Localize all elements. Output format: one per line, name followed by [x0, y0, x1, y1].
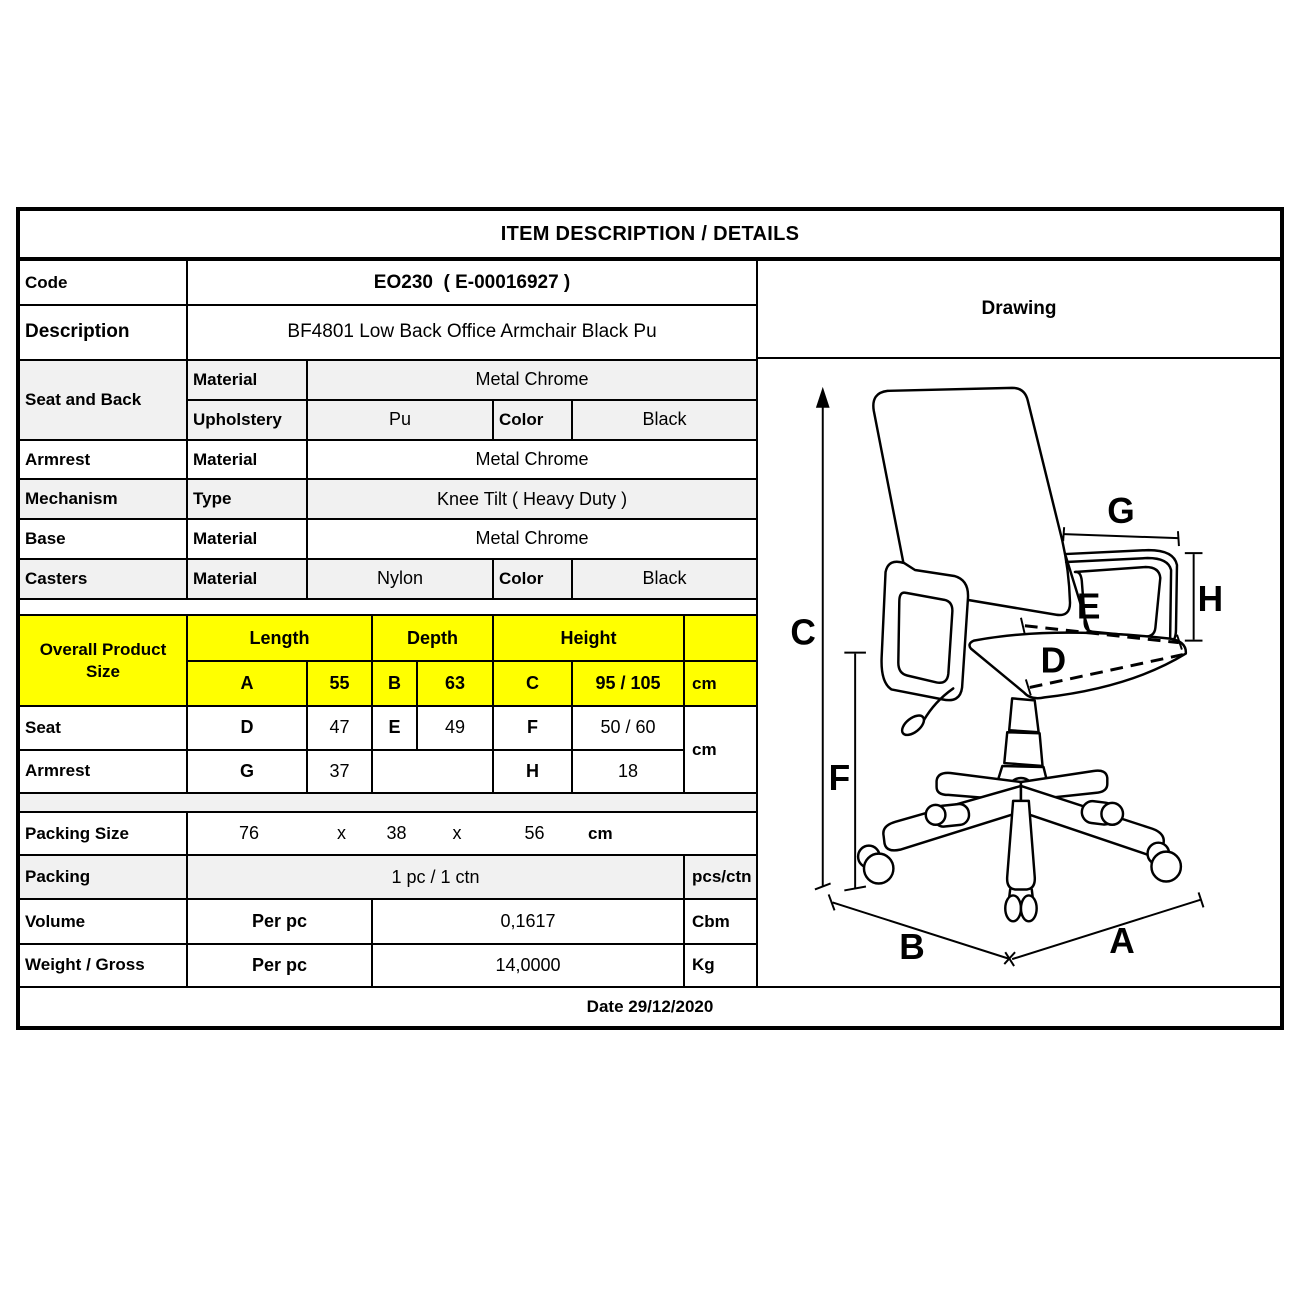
mechanism-type-value: Knee Tilt ( Heavy Duty )	[307, 479, 756, 519]
armrest-label: Armrest	[20, 440, 187, 479]
seat-back-material-label: Material	[187, 360, 307, 400]
packing-depth: 38	[386, 823, 407, 844]
date-text: Date 29/12/2020	[586, 997, 714, 1016]
seat-unit: cm	[684, 706, 756, 792]
table-row	[20, 440, 756, 479]
casters-label: Casters	[20, 559, 187, 599]
dim-line-c	[790, 387, 830, 890]
base-material-value: Metal Chrome	[307, 519, 756, 558]
dim-b-key: B	[372, 661, 417, 706]
casters-material-label: Material	[187, 559, 307, 599]
dim-g-value: 37	[307, 750, 372, 793]
dim-line-g	[1063, 491, 1179, 546]
mechanism-type-label: Type	[187, 479, 307, 519]
size-header-empty	[684, 615, 756, 661]
chair-drawing	[758, 359, 1280, 986]
packing-label: Packing	[20, 855, 187, 899]
volume-label: Volume	[20, 899, 187, 943]
dim-h-value: 18	[572, 750, 684, 793]
seat-size-label: Seat	[20, 706, 187, 749]
upholstery-value: Pu	[307, 400, 493, 440]
seat-back-material-value: Metal Chrome	[307, 360, 756, 400]
drawing-panel	[756, 261, 1280, 986]
dim-e-value: 49	[417, 706, 493, 749]
casters-color-label: Color	[493, 559, 572, 599]
packing-size-row	[20, 812, 756, 855]
packing-value: 1 pc / 1 ctn	[187, 855, 684, 899]
dim-c-key: C	[493, 661, 572, 706]
packing-length: 76	[238, 823, 260, 844]
seat-size-row	[20, 706, 756, 749]
weight-unit: Kg	[684, 944, 756, 986]
armrest-size-row	[20, 750, 756, 793]
dim-label-g: G	[1107, 490, 1135, 532]
dim-label-h: H	[1197, 578, 1224, 619]
depth-header: Depth	[372, 615, 493, 661]
date-row	[20, 986, 1280, 1026]
spec-frame	[16, 207, 1284, 1030]
base-arms	[883, 771, 1163, 890]
dim-label-f: F	[828, 757, 851, 798]
spacer-cell	[20, 793, 756, 812]
seat-back-label: Seat and Back	[20, 360, 187, 440]
seat-back-color-label: Color	[493, 400, 572, 440]
left-armrest	[882, 562, 968, 700]
dim-a-value: 55	[307, 661, 372, 706]
base-material-label: Material	[187, 519, 307, 558]
spacer-cell	[20, 599, 756, 615]
packing-unit: pcs/ctn	[684, 855, 756, 899]
dim-d-value: 47	[307, 706, 372, 749]
gas-lift	[996, 698, 1048, 787]
dim-line-h	[1185, 553, 1223, 641]
length-header: Length	[187, 615, 372, 661]
dim-f-key: F	[493, 706, 572, 749]
dim-a-key: A	[187, 661, 307, 706]
table-row	[20, 360, 756, 400]
casters-color-value: Black	[572, 559, 756, 599]
dim-f-value: 50 / 60	[572, 706, 684, 749]
dim-b-value: 63	[417, 661, 493, 706]
dim-d-key: D	[187, 706, 307, 749]
dim-line-a	[1012, 892, 1203, 961]
drawing-area	[758, 359, 1280, 986]
weight-per: Per pc	[187, 944, 372, 986]
description-value: BF4801 Low Back Office Armchair Black Pu	[187, 305, 756, 359]
dim-g-key: G	[187, 750, 307, 793]
packing-size-label: Packing Size	[20, 812, 187, 855]
armrest-material-label: Material	[187, 440, 307, 479]
casters-material-value: Nylon	[307, 559, 493, 599]
packing-sep: x	[337, 823, 346, 844]
table-row	[20, 559, 756, 599]
spec-table	[20, 261, 756, 986]
code-value: EO230 ( E-00016927 )	[187, 261, 756, 305]
spacer-row	[20, 599, 756, 615]
dim-e-key: E	[372, 706, 417, 749]
packing-size-value	[187, 812, 756, 855]
weight-label: Weight / Gross	[20, 944, 187, 986]
dim-label-a: A	[1109, 920, 1135, 962]
volume-value: 0,1617	[372, 899, 684, 943]
upholstery-label: Upholstery	[187, 400, 307, 440]
height-header: Height	[493, 615, 684, 661]
mechanism-label: Mechanism	[20, 479, 187, 519]
volume-per: Per pc	[187, 899, 372, 943]
packing-height: 56	[524, 823, 545, 844]
table-row	[20, 305, 756, 359]
size-header-row	[20, 615, 756, 661]
dim-c-value: 95 / 105	[572, 661, 684, 706]
table-row	[20, 261, 756, 305]
packing-size-values	[189, 823, 755, 844]
armrest-material-value: Metal Chrome	[307, 440, 756, 479]
dim-label-e: E	[1076, 586, 1101, 627]
dim-h-key: H	[493, 750, 572, 793]
seat-back-color-value: Black	[572, 400, 756, 440]
armrest-size-label: Armrest	[20, 750, 187, 793]
table-row	[20, 479, 756, 519]
volume-row	[20, 899, 756, 943]
dim-line-b	[829, 894, 1015, 967]
table-row	[20, 519, 756, 558]
drawing-title: Drawing	[758, 261, 1280, 359]
dim-label-d: D	[1040, 640, 1067, 681]
dim-label-c: C	[790, 612, 816, 653]
overall-size-label: Overall Product Size	[20, 615, 187, 706]
base-label: Base	[20, 519, 187, 558]
packing-sep: x	[452, 823, 462, 844]
spec-table-wrap	[20, 261, 756, 986]
weight-row	[20, 944, 756, 986]
packing-row	[20, 855, 756, 899]
dim-label-b: B	[899, 926, 925, 968]
page-title: ITEM DESCRIPTION / DETAILS	[20, 211, 1280, 261]
armrest-size-empty	[372, 750, 493, 793]
weight-value: 14,0000	[372, 944, 684, 986]
volume-unit: Cbm	[684, 899, 756, 943]
spacer-row	[20, 793, 756, 812]
sheet-body	[20, 261, 1280, 986]
code-label: Code	[20, 261, 187, 305]
description-label: Description	[20, 305, 187, 359]
packing-size-unit: cm	[588, 823, 613, 843]
overall-unit: cm	[684, 661, 756, 706]
